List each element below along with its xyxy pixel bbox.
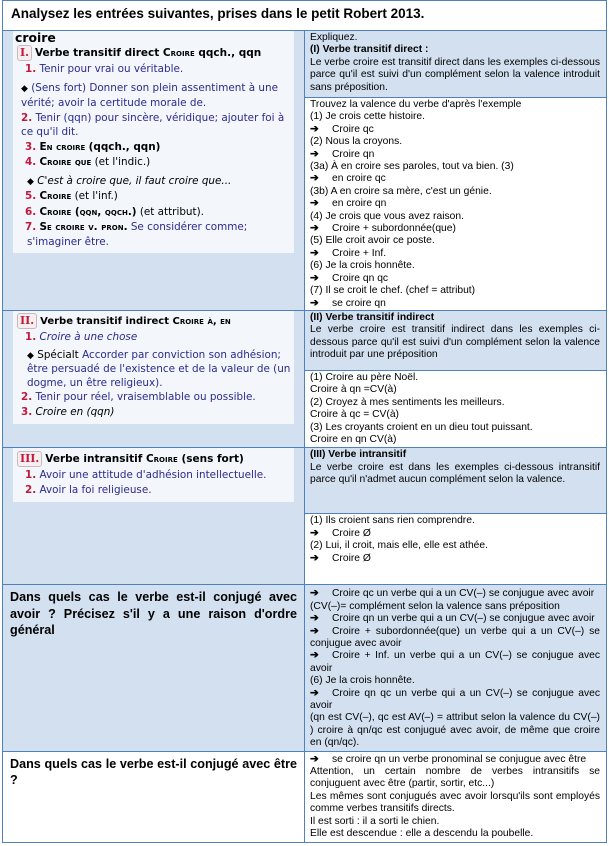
valence-line xyxy=(310,248,600,260)
answer-line xyxy=(310,626,600,651)
explanation-heading: (III) Verbe intransitif xyxy=(310,449,407,461)
example-line: (5) Elle croit avoir ce poste. xyxy=(310,235,435,247)
sense-text: Croire en (qqn) xyxy=(35,405,115,418)
answer-etre xyxy=(305,751,607,843)
arrow-right-icon: ➔ xyxy=(310,588,319,600)
section-label: Verbe intransitif xyxy=(45,453,143,466)
valence-line xyxy=(310,298,600,310)
section-heading-1 xyxy=(13,45,294,62)
valence-line xyxy=(310,553,600,565)
answer-line xyxy=(310,613,600,625)
valence-text: en croire qc xyxy=(332,173,386,185)
explanation-section-3 xyxy=(305,448,607,514)
example-line: (2) Croyez à mes sentiments les meilleurs. xyxy=(310,396,505,408)
sense-form: Se croire v. pron. xyxy=(39,221,128,234)
valence-text: Croire qn qc xyxy=(332,272,389,284)
example-line: (3a) À en croire ses paroles, tout va bien. (3) xyxy=(310,161,514,173)
answer-line xyxy=(310,588,600,600)
answer-line xyxy=(310,688,600,713)
answer-line: (qn est CV(–), qc est AV(–) = attribut selon la valence du CV(–) ) croire à qn/qc est conjugué avec avoir, de même que croire en (qn/qc). xyxy=(310,712,600,749)
arrow-right-icon: ➔ xyxy=(310,297,319,309)
sense-bullet-1 xyxy=(13,349,294,391)
arrow-right-icon: ➔ xyxy=(310,613,319,625)
example-line: (1) Ils croient sans rien comprendre. xyxy=(310,515,475,527)
example-line: (7) Il se croit le chef. (chef = attribut) xyxy=(310,285,476,297)
valence-line xyxy=(310,149,600,161)
sense-number: 2. xyxy=(21,391,33,403)
sense-1 xyxy=(13,62,294,78)
sense-2 xyxy=(13,390,294,405)
valence-line xyxy=(310,528,600,540)
arrow-right-icon: ➔ xyxy=(310,198,319,210)
explanation-text: Le verbe croire est transitif indirect dans les exemples ci-dessous parce qu'il est suivi d'un complément selon la valence introduit par une préposition xyxy=(310,324,600,361)
roman-numeral-badge: I. xyxy=(17,45,32,61)
document-page xyxy=(2,0,607,843)
sense-5 xyxy=(13,189,294,205)
example-line: (3b) A en croire sa mère, c'est un génie. xyxy=(310,185,492,197)
sense-3 xyxy=(13,140,294,156)
explanation-heading: (II) Verbe transitif indirect xyxy=(310,311,435,323)
sense-number: 1. xyxy=(25,63,37,75)
diamond-bullet-icon: ◆ xyxy=(27,176,34,187)
page-title: Analysez les entrées suivantes, prises dans le petit Robert 2013. xyxy=(3,1,607,31)
sense-label: (Sens fort) xyxy=(31,81,86,94)
examples-section-1 xyxy=(305,98,607,311)
example-line: (1) Croire au père Noël. xyxy=(310,371,419,383)
sense-form: Croire xyxy=(39,190,72,203)
section-args: qqch., qqn xyxy=(198,47,262,59)
sense-number: 3. xyxy=(21,405,33,418)
valence-line xyxy=(310,124,600,136)
answer-text: Croire + Inf. un verbe qui a un CV(–) se conjugue avec avoir xyxy=(310,650,600,674)
answer-line: Il est sorti : il a sorti le chien. xyxy=(310,815,440,827)
question-avoir: Dans quels cas le verbe est-il conjugé avec avoir ? Précisez s'il y a une raison d'ordre général xyxy=(3,585,305,751)
valence-text: Croire qc xyxy=(332,123,374,135)
question-etre: Dans quels cas le verbe est-il conjugé avec être ? xyxy=(3,751,305,843)
explanation-text: Le verbe croire est transitif direct dans les exemples ci-dessous parce qu'il est suivi d'un complément selon la valence introduit sans préposition. xyxy=(310,56,600,93)
sense-text: Tenir (qqn) pour sincère, véridique; ajouter foi à ce qu'il dit. xyxy=(21,111,285,139)
valence-text: Croire Ø xyxy=(332,552,371,564)
arrow-right-icon: ➔ xyxy=(310,272,319,284)
dictionary-entry-section-3 xyxy=(3,448,305,585)
valence-text: Croire + Inf. xyxy=(332,247,387,259)
example-line: (3) Les croyants croient en un dieu tout puissant. xyxy=(310,421,533,433)
section-form: Croire à, en xyxy=(172,315,231,327)
valence-line: Croire en qn CV(à) xyxy=(310,433,397,445)
sense-bullet-1 xyxy=(13,81,294,111)
examples-intro: Trouvez la valence du verbe d'après l'exemple xyxy=(310,99,522,110)
answer-text: se croire qn un verbe pronominal se conjugue avec être xyxy=(332,753,587,765)
sense-number: 2. xyxy=(25,483,37,496)
sense-text: Tenir pour vrai ou véritable. xyxy=(39,63,184,75)
section-label: Verbe transitif direct xyxy=(34,47,160,59)
example-line: (4) Je crois que vous avez raison. xyxy=(310,210,464,222)
answer-avoir xyxy=(305,585,607,751)
arrow-right-icon: ➔ xyxy=(310,247,319,259)
valence-text: en croire qn xyxy=(332,198,387,210)
answer-line: Attention, un certain nombre de verbes intransitifs se conjuguent avec être (partir, sortir, etc...) xyxy=(310,766,600,790)
roman-numeral-badge: III. xyxy=(17,451,42,467)
arrow-right-icon: ➔ xyxy=(310,123,319,135)
arrow-right-icon: ➔ xyxy=(310,753,319,765)
diamond-bullet-icon: ◆ xyxy=(21,83,28,94)
sense-args: (et attribut). xyxy=(139,205,204,218)
sense-number: 5. xyxy=(25,190,37,203)
valence-line: Croire à qn =CV(à) xyxy=(310,384,397,396)
explanation-section-2 xyxy=(305,310,607,370)
sense-args: (et l'indic.) xyxy=(94,156,151,169)
sense-bullet-2 xyxy=(13,174,294,190)
sense-number: 4. xyxy=(25,156,37,169)
sense-text: Croire à une chose xyxy=(39,330,138,343)
sense-1 xyxy=(13,330,294,346)
examples-section-3 xyxy=(305,514,607,585)
answer-line xyxy=(310,754,600,766)
explanation-heading: (I) Verbe transitif direct : xyxy=(310,44,429,56)
answer-text: Croire qn qc un verbe qui a un CV(–) se conjugue avec avoir xyxy=(310,687,600,711)
sense-number: 3. xyxy=(25,140,37,153)
answer-line: Elle est descendue : elle a descendu la poubelle. xyxy=(310,828,534,840)
example-line: (2) Nous la croyons. xyxy=(310,136,403,148)
valence-line: Croire à qc = CV(à) xyxy=(310,409,399,421)
arrow-right-icon: ➔ xyxy=(310,148,319,160)
sense-number: 1. xyxy=(25,469,37,482)
answer-text: Croire qc un verbe qui a un CV(–) se conjugue avec avoir xyxy=(332,588,595,600)
sense-2 xyxy=(13,483,294,499)
section-heading-2 xyxy=(13,313,294,330)
valence-text: se croire qn xyxy=(332,297,386,309)
sense-text: Avoir une attitude d'adhésion intellectuelle. xyxy=(39,469,267,482)
sense-2 xyxy=(13,111,294,140)
answer-line: (CV(–)= complément selon la valence sans préposition xyxy=(310,600,560,612)
valence-text: Croire + subordonnée(que) xyxy=(332,223,456,235)
answer-text: Croire + subordonnée(que) un verbe qui a un CV(–) se conjugue avec avoir xyxy=(310,625,600,649)
explain-prompt: Expliquez. xyxy=(310,32,358,43)
sense-4 xyxy=(13,155,294,171)
arrow-right-icon: ➔ xyxy=(310,687,319,699)
sense-form: En croire xyxy=(39,140,86,153)
sense-number: 7. xyxy=(25,221,37,234)
arrow-right-icon: ➔ xyxy=(310,552,319,564)
sense-6 xyxy=(13,205,294,221)
valence-line xyxy=(310,173,600,185)
answer-text: Croire qn un verbe qui a un CV(–) se conjugue avec avoir xyxy=(332,613,595,625)
sense-7 xyxy=(13,220,294,249)
sense-args: (qqch., qqn) xyxy=(88,140,161,153)
answer-line xyxy=(310,650,600,675)
sense-text: Avoir la foi religieuse. xyxy=(39,483,152,496)
sense-text: Donner son plein assentiment à une vérité; avoir la certitude morale de. xyxy=(21,81,278,110)
example-line: (6) Je la crois honnête. xyxy=(310,260,415,272)
analysis-table xyxy=(2,0,607,843)
section-form: Croire xyxy=(162,47,195,59)
explanation-section-1 xyxy=(305,31,607,98)
sense-text: C'est à croire que, il faut croire que... xyxy=(37,174,232,187)
sense-number: 6. xyxy=(25,205,37,218)
example-line: (1) Je crois cette histoire. xyxy=(310,111,426,123)
dictionary-excerpt xyxy=(13,448,294,502)
sense-form: Croire (qqn, qqch.) xyxy=(39,205,137,218)
arrow-right-icon: ➔ xyxy=(310,625,319,637)
arrow-right-icon: ➔ xyxy=(310,173,319,185)
sense-1 xyxy=(13,468,294,483)
sense-number: 1. xyxy=(25,330,37,343)
valence-text: Croire qn xyxy=(332,148,375,160)
valence-line xyxy=(310,273,600,285)
dictionary-entry-section-1 xyxy=(3,31,305,311)
sense-text: Accorder par conviction son adhésion; être persuadé de l'existence et de la valeur de (un dogme, un être religieux). xyxy=(27,348,291,389)
sense-3 xyxy=(13,405,294,421)
section-form: Croire xyxy=(145,453,178,466)
roman-numeral-badge: II. xyxy=(17,313,37,329)
sense-args: (et l'inf.) xyxy=(74,190,118,203)
sense-form: Croire que xyxy=(39,156,92,169)
examples-section-2 xyxy=(305,370,607,447)
arrow-right-icon: ➔ xyxy=(310,650,319,662)
sense-label: Spécialt xyxy=(37,348,79,361)
headword: croire xyxy=(15,30,56,45)
sense-number: 2. xyxy=(21,111,33,124)
arrow-right-icon: ➔ xyxy=(310,527,319,539)
valence-line xyxy=(310,223,600,235)
section-heading-3 xyxy=(13,451,294,468)
example-line: (2) Lui, il croit, mais elle, elle est athée. xyxy=(310,540,488,552)
dictionary-excerpt xyxy=(13,31,294,253)
explanation-text: Le verbe croire est dans les exemples ci-dessous intransitif parce qu'il n'admet aucun complément selon la valence. xyxy=(310,461,600,486)
answer-line: (6) Je la crois honnête. xyxy=(310,675,415,687)
valence-text: Croire Ø xyxy=(332,527,371,539)
section-label: Verbe transitif indirect xyxy=(40,315,170,327)
dictionary-entry-section-2 xyxy=(3,310,305,447)
sense-text: Tenir pour réel, vraisemblable ou possible. xyxy=(35,391,256,403)
arrow-right-icon: ➔ xyxy=(310,223,319,235)
answer-line: Les mêmes sont conjugués avec avoir lorsqu'ils sont employés comme verbes transitifs directs. xyxy=(310,790,600,815)
valence-line xyxy=(310,198,600,210)
section-args: (sens fort) xyxy=(181,453,244,466)
sense-text: Se considérer comme; s'imaginer être. xyxy=(27,221,248,248)
dictionary-excerpt xyxy=(13,311,294,424)
diamond-bullet-icon: ◆ xyxy=(27,350,34,361)
